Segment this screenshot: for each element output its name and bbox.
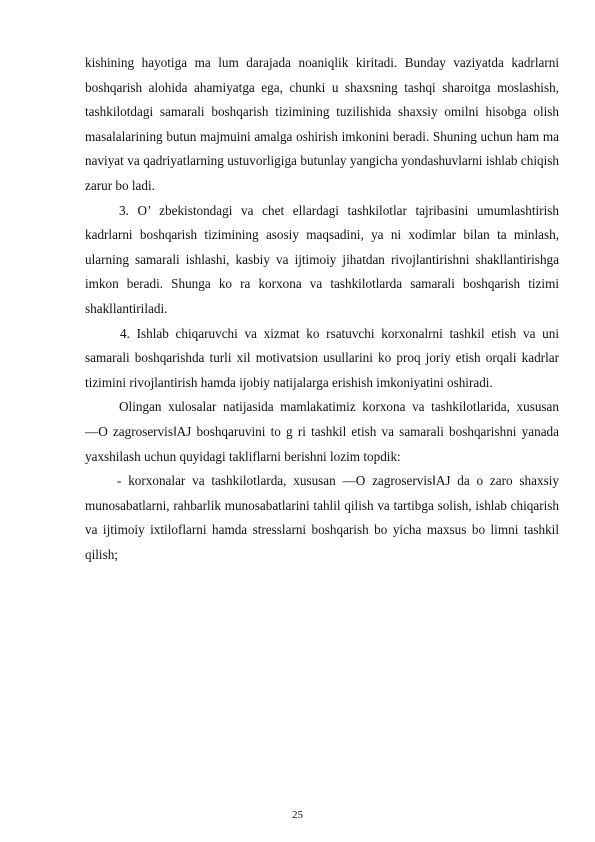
paragraph-continuation: kishining hayotiga ma lum darajada noaniqlik kiritadi. Bunday vaziyatda kadrlarni boshqarish alohida ahamiyatga ega, chunki u shaxsning tashqi sharoitga moslashish, tashkilotdagi samarali boshqarish tizimining tuzilishida shaxsiy omilni hisobga olish masalalarining butun majmuini amalga oshirish imkonini beradi. Shuning uchun ham ma naviyat va qadriyatlarning ustuvorligiga butunlay yangicha yondashuvlarni ishlab chiqish zarur bo ladi. [85,55,559,193]
paragraph-item-4: 4. Ishlab chiqaruvchi va xizmat ko rsatuvchi korxonalrni tashkil etish va uni samarali boshqarishda turli xil motivatsion usullarini ko proq joriy etish orqali kadrlar tizimini rivojlantirish hamda ijobiy natijalarga erishish imkoniyatini oshiradi. [85,325,559,390]
paragraph-conclusion: Olingan xulosalar natijasida mamlakatimiz korxona va tashkilotlarida, xususan ―O zagroservis‖AJ boshqaruvini to g ri tashkil etish va samarali boshqarishni yanada yaxshilash uchun quyidagi takliflarni berishni lozim topdik: [85,399,559,464]
page-number: 25 [292,809,303,821]
paragraph-item-3: 3. O’ zbekistondagi va chet ellardagi tashkilotlar tajribasini umumlashtirish kadrlarni boshqarish tizimining asosiy maqsadini, ya ni xodimlar bilan ta minlash, ularning samarali ishlashi, kasbiy va ijtimoiy jihatdan rivojlantirishni shakllantirishga imkon beradi. Shunga ko ra korxona va tashkilotlarda samarali boshqarish tizimi shakllantiriladi. [85,202,559,316]
paragraph-proposal: - korxonalar va tashkilotlarda, xususan ―O zagroservis‖AJ da o zaro shaxsiy munosabatlarni, rahbarlik munosabatlarini tahlil qilish va tartibga solish, ishlab chiqarish va ijtimoiy ixtiloflarni hamda stresslarni boshqarish bo yicha maxsus bo limni tashkil qilish; [85,473,559,562]
body-text [85,51,559,567]
